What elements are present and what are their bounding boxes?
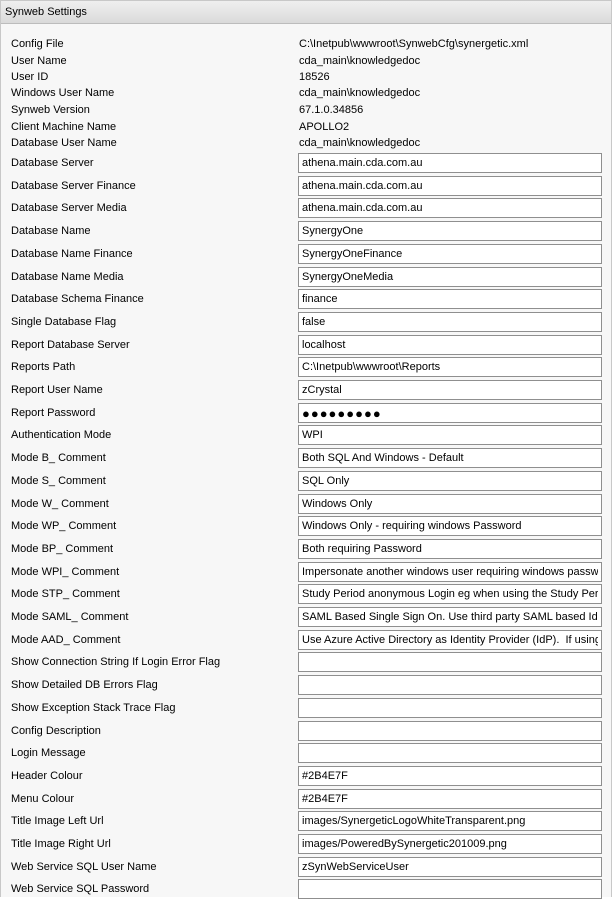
mode-aad-comment-label: Mode AAD_ Comment [11,634,121,646]
info-row-windows-user-name [11,85,611,101]
field-row-database-server-media [11,198,611,218]
single-database-flag-input[interactable] [298,312,602,332]
report-database-server-input[interactable] [298,335,602,355]
report-password-input[interactable] [298,403,602,423]
field-row-report-user-name [11,380,611,400]
field-row-database-name-finance [11,244,611,264]
field-row-database-schema-finance [11,289,611,309]
web-service-sql-user-name-label: Web Service SQL User Name [11,861,157,873]
mode-s-comment-input[interactable] [298,471,602,491]
title-image-left-url-input[interactable] [298,811,602,831]
database-server-finance-input[interactable] [298,176,602,196]
show-exception-stack-trace-flag-input[interactable] [298,698,602,718]
mode-bp-comment-label: Mode BP_ Comment [11,543,114,555]
field-row-mode-saml-comment [11,607,611,627]
database-user-name-value: cda_main\knowledgedoc [299,137,421,149]
field-row-mode-wp-comment [11,516,611,536]
login-message-label: Login Message [11,747,86,759]
field-row-mode-s-comment [11,471,611,491]
report-user-name-label: Report User Name [11,384,103,396]
info-row-config-file [11,36,611,52]
single-database-flag-label: Single Database Flag [11,316,117,328]
database-user-name-label: Database User Name [11,137,117,149]
settings-body [1,24,611,897]
header-colour-input[interactable] [298,766,602,786]
web-service-sql-password-label: Web Service SQL Password [11,883,150,895]
database-name-input[interactable] [298,221,602,241]
field-row-single-database-flag [11,312,611,332]
info-row-client-machine-name [11,119,611,135]
login-message-input[interactable] [298,743,602,763]
database-server-finance-label: Database Server Finance [11,180,136,192]
mode-saml-comment-input[interactable] [298,607,602,627]
mode-stp-comment-label: Mode STP_ Comment [11,588,120,600]
panel-title: Synweb Settings [1,1,611,24]
header-colour-label: Header Colour [11,770,83,782]
web-service-sql-password-input[interactable] [298,879,602,899]
database-name-label: Database Name [11,225,91,237]
synweb-version-label: Synweb Version [11,104,90,116]
field-row-report-database-server [11,335,611,355]
database-server-media-label: Database Server Media [11,202,127,214]
title-image-right-url-input[interactable] [298,834,602,854]
field-row-mode-wpi-comment [11,562,611,582]
database-name-finance-label: Database Name Finance [11,248,133,260]
field-row-database-name [11,221,611,241]
info-row-user-name [11,53,611,69]
show-connection-string-flag-label: Show Connection String If Login Error Flag [11,656,221,668]
report-user-name-input[interactable] [298,380,602,400]
user-name-value: cda_main\knowledgedoc [299,55,421,67]
field-row-web-service-sql-password [11,879,611,899]
menu-colour-label: Menu Colour [11,793,74,805]
field-row-report-password [11,403,611,423]
client-machine-name-value: APOLLO2 [299,121,350,133]
report-password-label: Report Password [11,407,96,419]
show-detailed-db-errors-flag-label: Show Detailed DB Errors Flag [11,679,158,691]
config-description-label: Config Description [11,725,101,737]
mode-b-comment-label: Mode B_ Comment [11,452,106,464]
config-file-label: Config File [11,38,64,50]
database-schema-finance-input[interactable] [298,289,602,309]
user-id-label: User ID [11,71,49,83]
database-name-finance-input[interactable] [298,244,602,264]
menu-colour-input[interactable] [298,789,602,809]
authentication-mode-label: Authentication Mode [11,429,112,441]
mode-saml-comment-label: Mode SAML_ Comment [11,611,129,623]
field-row-mode-aad-comment [11,630,611,650]
info-row-database-user-name [11,135,611,151]
show-detailed-db-errors-flag-input[interactable] [298,675,602,695]
field-row-database-server [11,153,611,173]
mode-wpi-comment-input[interactable] [298,562,602,582]
mode-aad-comment-input[interactable] [298,630,602,650]
field-row-reports-path [11,357,611,377]
title-image-left-url-label: Title Image Left Url [11,815,104,827]
mode-b-comment-input[interactable] [298,448,602,468]
field-row-menu-colour [11,789,611,809]
field-row-show-exception-stack-trace-flag [11,698,611,718]
field-row-authentication-mode [11,425,611,445]
windows-user-name-label: Windows User Name [11,87,115,99]
info-row-user-id [11,69,611,85]
field-row-header-colour [11,766,611,786]
field-row-show-connection-string-flag [11,652,611,672]
windows-user-name-value: cda_main\knowledgedoc [299,87,421,99]
field-row-config-description [11,721,611,741]
synweb-version-value: 67.1.0.34856 [299,104,364,116]
config-description-input[interactable] [298,721,602,741]
config-file-value: C:\Inetpub\wwwroot\SynwebCfg\synergetic.xml [299,38,529,50]
field-row-login-message [11,743,611,763]
authentication-mode-input[interactable] [298,425,602,445]
database-server-input[interactable] [298,153,602,173]
database-name-media-input[interactable] [298,267,602,287]
mode-s-comment-label: Mode S_ Comment [11,475,106,487]
field-row-title-image-left-url [11,811,611,831]
mode-wpi-comment-label: Mode WPI_ Comment [11,566,120,578]
mode-wp-comment-label: Mode WP_ Comment [11,520,117,532]
client-machine-name-label: Client Machine Name [11,121,117,133]
field-row-mode-bp-comment [11,539,611,559]
title-image-right-url-label: Title Image Right Url [11,838,111,850]
mode-wp-comment-input[interactable] [298,516,602,536]
report-database-server-label: Report Database Server [11,339,130,351]
field-row-web-service-sql-user-name [11,857,611,877]
info-row-synweb-version [11,102,611,118]
mode-bp-comment-input[interactable] [298,539,602,559]
user-id-value: 18526 [299,71,330,83]
field-row-database-name-media [11,267,611,287]
show-exception-stack-trace-flag-label: Show Exception Stack Trace Flag [11,702,176,714]
field-row-database-server-finance [11,176,611,196]
database-server-label: Database Server [11,157,94,169]
user-name-label: User Name [11,55,67,67]
field-row-mode-b-comment [11,448,611,468]
field-row-show-detailed-db-errors-flag [11,675,611,695]
reports-path-input[interactable] [298,357,602,377]
web-service-sql-user-name-input[interactable] [298,857,602,877]
field-row-mode-w-comment [11,494,611,514]
mode-w-comment-label: Mode W_ Comment [11,498,109,510]
reports-path-label: Reports Path [11,361,76,373]
mode-stp-comment-input[interactable] [298,584,602,604]
database-schema-finance-label: Database Schema Finance [11,293,144,305]
database-server-media-input[interactable] [298,198,602,218]
field-row-title-image-right-url [11,834,611,854]
field-row-mode-stp-comment [11,584,611,604]
database-name-media-label: Database Name Media [11,271,124,283]
mode-w-comment-input[interactable] [298,494,602,514]
show-connection-string-flag-input[interactable] [298,652,602,672]
